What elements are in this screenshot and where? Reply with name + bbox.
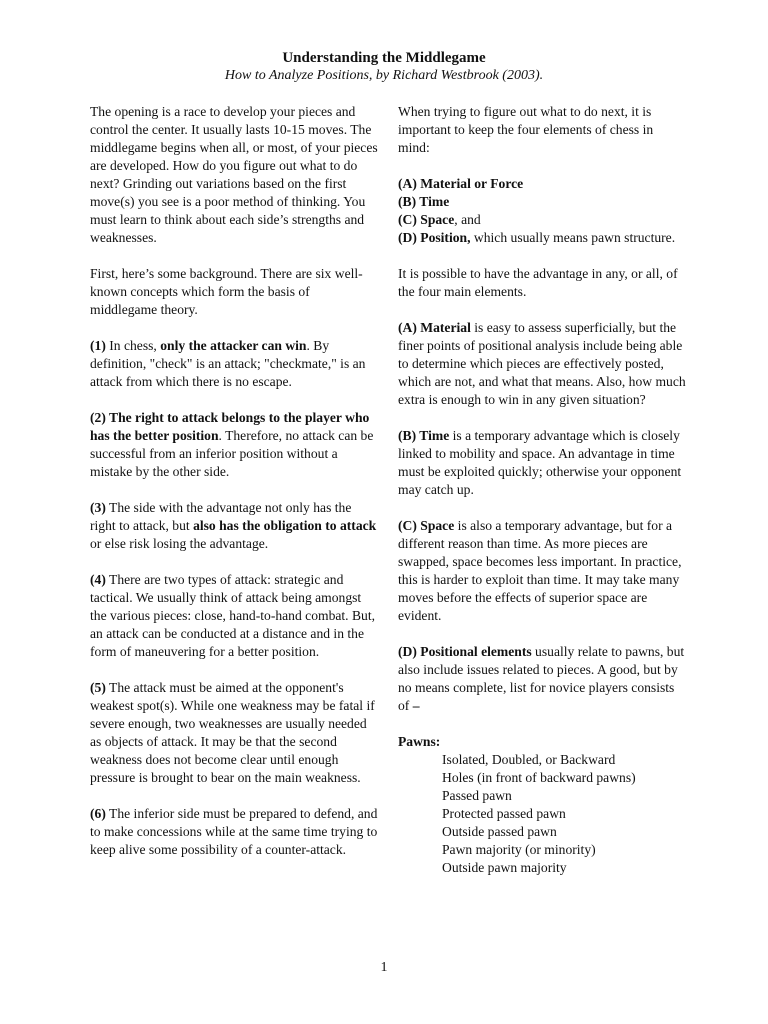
pawns-heading: Pawns: <box>398 734 441 749</box>
concept-2-bold: (2) The right to attack belongs to the player who has the better position <box>90 410 370 443</box>
pawn-item: Outside passed pawn <box>442 824 557 839</box>
concept-5-text: The attack must be aimed at the opponent's weakest spot(s). While one weakness may be fatal if severe enough, two weaknesses are usually needed as objects of attack. It may be that the second weakness does not become clear until enough pressure is brought to bear on the main weakness. <box>90 680 375 785</box>
concept-2-paragraph <box>90 409 380 481</box>
pawn-item: Isolated, Doubled, or Backward <box>442 752 616 767</box>
left-column <box>90 103 380 877</box>
concept-1-number: (1) <box>90 338 106 353</box>
concept-3-number: (3) <box>90 500 106 515</box>
element-d-bold: (D) Position, <box>398 230 471 245</box>
material-text: is easy to assess superficially, but the finer points of positional analysis include being able to determine which pieces are effectively posted, which are not, and what that means. Also, how much extra is enough to win in any given situation? <box>398 320 686 407</box>
positional-bold: (D) Positional elements <box>398 644 532 659</box>
space-text: is also a temporary advantage, but for a different reason than time. As more pieces are swapped, space becomes less important. In practice, this is harder to exploit than time. It may take many moves before the effects of superior space are evident. <box>398 518 682 623</box>
concept-1-paragraph <box>90 337 380 391</box>
positional-text: usually relate to pawns, but also include issues related to pieces. A good, but by no means complete, list for novice players consists of <box>398 644 685 713</box>
page-title: Understanding the Middlegame <box>282 50 486 66</box>
advantage-paragraph: It is possible to have the advantage in any, or all, of the four main elements. <box>398 266 678 299</box>
concept-4-paragraph <box>90 571 380 661</box>
concept-3-bold: also has the obligation to attack <box>193 518 377 533</box>
concept-3-text-b: or else risk losing the advantage. <box>90 536 269 551</box>
time-bold: (B) Time <box>398 428 450 443</box>
pawn-item: Protected passed pawn <box>442 806 566 821</box>
concept-6-text: The inferior side must be prepared to defend, and to make concessions while at the same time trying to keep alive some possibility of a counter-attack. <box>90 806 378 857</box>
element-d-text: which usually means pawn structure. <box>470 230 676 245</box>
pawn-item: Passed pawn <box>442 788 512 803</box>
element-a-item: (A) Material or Force <box>398 176 524 191</box>
elements-intro-paragraph: When trying to figure out what to do next, it is important to keep the four elements of chess in mind: <box>398 104 654 155</box>
elements-list <box>398 175 688 247</box>
concept-1-text-a: In chess, <box>105 338 161 353</box>
concept-5-paragraph <box>90 679 380 787</box>
concept-1-bold: only the attacker can win <box>160 338 307 353</box>
time-text: is a temporary advantage which is closely linked to mobility and space. An advantage in time must be exploited quickly; otherwise your opponent may catch up. <box>398 428 682 497</box>
concept-6-number: (6) <box>90 806 106 821</box>
concept-2-text: . Therefore, no attack can be successful from an inferior position without a mistake by the other side. <box>90 428 374 479</box>
element-b-item: (B) Time <box>398 194 450 209</box>
concept-3-text-a: The side with the advantage not only has the right to attack, but <box>90 500 352 533</box>
space-bold: (C) Space <box>398 518 455 533</box>
pawn-item: Outside pawn majority <box>442 860 567 875</box>
pawns-list <box>398 751 688 877</box>
concept-1-text-b: . By definition, "check" is an attack; "checkmate," is an attack from which there is no escape. <box>90 338 366 389</box>
document-header <box>0 49 768 84</box>
pawn-item: Pawn majority (or minority) <box>442 842 596 857</box>
concept-6-paragraph <box>90 805 380 859</box>
background-paragraph: First, here’s some background. There are six well-known concepts which form the basis of middlegame theory. <box>90 266 363 317</box>
element-c-bold: (C) Space <box>398 212 455 227</box>
positional-paragraph <box>398 643 688 715</box>
space-paragraph <box>398 517 688 625</box>
page-subtitle: How to Analyze Positions, by Richard Westbrook (2003). <box>224 68 544 83</box>
element-c-text: , and <box>454 212 481 227</box>
element-d-item <box>398 229 688 247</box>
concept-4-text: There are two types of attack: strategic and tactical. We usually think of attack being amongst the various pieces: close, hand-to-hand combat. But, an attack can be conducted at a distance and in the form of maneuvering for a better position. <box>90 572 376 659</box>
time-paragraph <box>398 427 688 499</box>
intro-paragraph: The opening is a race to develop your pieces and control the center. It usually lasts 10-15 moves. The middlegame begins when all, or most, of your pieces are developed. How do you figure out what to do next? Grinding out variations based on the first move(s) you see is a poor method of thinking. You must learn to think about each side’s strengths and weaknesses. <box>90 104 378 245</box>
positional-dash: – <box>412 698 420 713</box>
page-number: 1 <box>380 960 388 975</box>
concept-3-paragraph <box>90 499 380 553</box>
element-c-item <box>398 211 688 229</box>
concept-5-number: (5) <box>90 680 106 695</box>
material-bold: (A) Material <box>398 320 471 335</box>
right-column <box>398 103 688 877</box>
concept-4-number: (4) <box>90 572 106 587</box>
material-paragraph <box>398 319 688 409</box>
pawn-item: Holes (in front of backward pawns) <box>442 770 636 785</box>
